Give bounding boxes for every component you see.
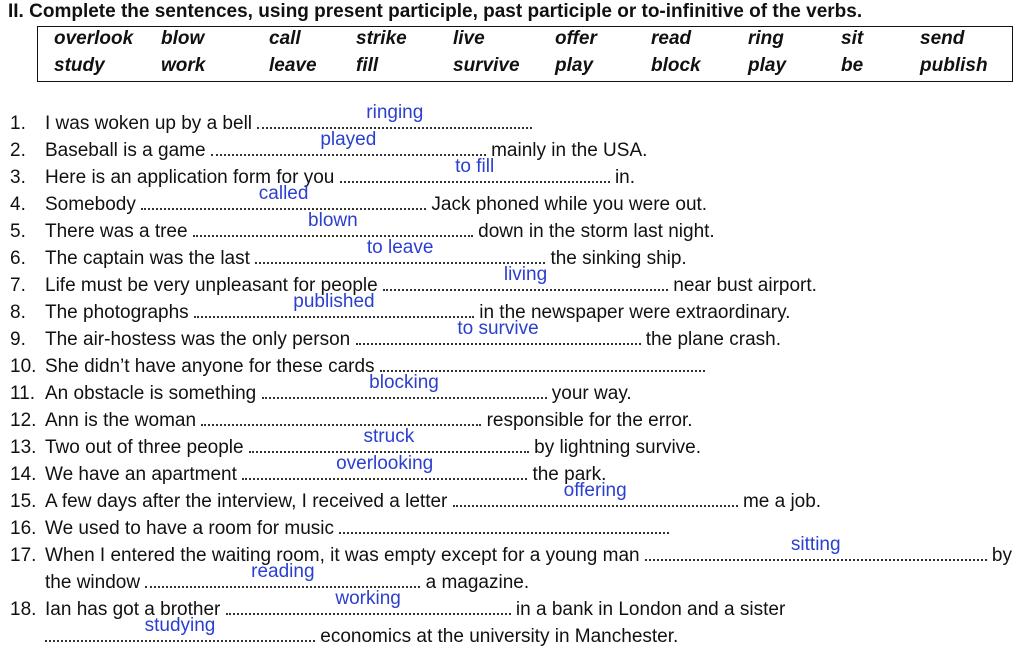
answer-blank[interactable] — [45, 615, 315, 642]
sentence-text-end: in. — [614, 167, 636, 188]
filled-answer: blocking — [369, 372, 439, 393]
sentence-text-end: the park. — [532, 464, 607, 485]
sentence-text-end: your way. — [551, 383, 632, 404]
filled-answer: sitting — [790, 534, 841, 555]
sentence-text-end: the plane crash. — [645, 329, 781, 350]
sentence-number: 15. — [10, 491, 37, 512]
verb-word: study — [54, 55, 105, 76]
verb-word: publish — [920, 55, 988, 76]
sentence-line — [45, 318, 781, 351]
sentence-number: 5. — [10, 221, 26, 242]
answer-blank[interactable] — [249, 426, 529, 453]
sentence-text-end: in the newspaper were extraordinary. — [479, 302, 791, 323]
filled-answer: played — [320, 129, 377, 150]
verb-word: play — [555, 55, 594, 76]
verb-word: ring — [748, 28, 784, 49]
verb-word: leave — [269, 55, 317, 76]
verb-word: survive — [453, 55, 520, 76]
answer-blank[interactable] — [453, 480, 738, 507]
sentence-text: The air-hostess was the only person — [45, 329, 351, 350]
sentence-text: A few days after the interview, I received a letter — [45, 491, 448, 512]
answer-blank[interactable] — [257, 102, 532, 129]
answer-blank[interactable] — [193, 210, 473, 237]
filled-answer: working — [335, 588, 401, 609]
sentence-text: There was a tree — [45, 221, 188, 242]
verb-word: play — [748, 55, 787, 76]
filled-answer: to survive — [457, 318, 539, 339]
sentence-text-end: down in the storm last night. — [478, 221, 715, 242]
answer-blank[interactable] — [242, 453, 527, 480]
sentence-text-end: the sinking ship. — [550, 248, 687, 269]
verb-word: block — [651, 55, 701, 76]
verb-word: strike — [356, 28, 407, 49]
sentence-number: 3. — [10, 167, 26, 188]
filled-answer: living — [503, 264, 548, 285]
verb-word: work — [161, 55, 206, 76]
sentence-line — [45, 615, 679, 648]
sentence-number: 14. — [10, 464, 37, 485]
sentence-number: 17. — [10, 545, 37, 566]
sentence-text: When I entered the waiting room, it was empty except for a young man — [45, 545, 640, 566]
answer-blank[interactable] — [226, 588, 511, 615]
verb-word: fill — [356, 55, 379, 76]
sentence-text: Two out of three people — [45, 437, 244, 458]
sentence-text: I was woken up by a bell — [45, 113, 253, 134]
sentence-text: Somebody — [45, 194, 136, 215]
verb-box — [37, 26, 1013, 82]
sentence-number: 2. — [10, 140, 26, 161]
sentence-text-end: me a job. — [742, 491, 822, 512]
sentence-text-end: near bust airport. — [673, 275, 817, 296]
sentence-text: Baseball is a game — [45, 140, 206, 161]
sentence-text: The photographs — [45, 302, 189, 323]
sentence-number: 7. — [10, 275, 26, 296]
answer-blank[interactable] — [340, 156, 610, 183]
answer-blank[interactable] — [262, 372, 547, 399]
sentence-text-end: Jack phoned while you were out. — [431, 194, 708, 215]
sentence-text: The captain was the last — [45, 248, 250, 269]
verb-word: overlook — [54, 28, 134, 49]
filled-answer: published — [293, 291, 375, 312]
filled-answer: to leave — [366, 237, 434, 258]
sentence-line — [45, 480, 822, 513]
sentence-text: An obstacle is something — [45, 383, 257, 404]
answer-blank[interactable] — [356, 318, 641, 345]
answer-blank[interactable] — [383, 264, 668, 291]
verb-word: blow — [161, 28, 205, 49]
sentence-text-end: in a bank in London and a sister — [515, 599, 786, 620]
filled-answer: blown — [308, 210, 358, 231]
verb-word: be — [841, 55, 864, 76]
verb-word: read — [651, 28, 692, 49]
sentence-number: 11. — [10, 383, 36, 404]
sentence-text: Here is an application form for you — [45, 167, 335, 188]
sentence-text: Ian has got a brother — [45, 599, 221, 620]
verb-word: sit — [841, 28, 864, 49]
sentence-line — [45, 372, 632, 405]
sentence-text: Ann is the woman — [45, 410, 197, 431]
answer-blank[interactable] — [645, 534, 987, 561]
filled-answer: to fill — [455, 156, 495, 177]
answer-blank[interactable] — [211, 129, 486, 156]
sentence-number: 18. — [10, 599, 37, 620]
answer-blank[interactable] — [141, 183, 426, 210]
verb-word: send — [920, 28, 965, 49]
sentence-text: We have an apartment — [45, 464, 237, 485]
answer-blank[interactable] — [339, 518, 669, 534]
sentence-number: 8. — [10, 302, 26, 323]
answer-blank[interactable] — [194, 291, 474, 318]
sentence-text-end: mainly in the USA. — [491, 140, 648, 161]
answer-blank[interactable] — [255, 237, 545, 264]
sentence-number: 4. — [10, 194, 26, 215]
sentence-text-end: economics at the university in Manchester. — [320, 626, 679, 647]
sentence-number: 1. — [10, 113, 26, 134]
filled-answer: struck — [363, 426, 415, 447]
answer-blank[interactable] — [145, 561, 420, 588]
sentence-number: 6. — [10, 248, 26, 269]
sentence-text: She didn’t have anyone for these cards — [45, 356, 375, 377]
filled-answer: ringing — [366, 102, 424, 123]
answer-blank[interactable] — [380, 356, 705, 372]
filled-answer: reading — [251, 561, 315, 582]
filled-answer: studying — [144, 615, 216, 636]
sentence-number: 12. — [10, 410, 37, 431]
answer-blank[interactable] — [201, 410, 481, 426]
sentence-text: the window — [45, 572, 141, 593]
verb-word: live — [453, 28, 485, 49]
filled-answer: offering — [563, 480, 627, 501]
sentence-text-end: responsible for the error. — [486, 410, 693, 431]
sentence-number: 13. — [10, 437, 37, 458]
sentence-text: Life must be very unpleasant for people — [45, 275, 378, 296]
sentence-text-end: a magazine. — [425, 572, 530, 593]
sentence-number: 16. — [10, 518, 37, 539]
sentence-text: We used to have a room for music — [45, 518, 334, 539]
sentence-text-end: by lightning survive. — [534, 437, 702, 458]
sentence-number: 10. — [10, 356, 37, 377]
filled-answer: overlooking — [336, 453, 434, 474]
sentence-line — [45, 518, 669, 540]
sentence-number: 9. — [10, 329, 26, 350]
filled-answer: called — [258, 183, 309, 204]
verb-word: offer — [555, 28, 597, 49]
sentence-text-end: by — [991, 545, 1012, 566]
exercise-title: II. Complete the sentences, using present participle, past participle or to-infinitive of the verbs. — [8, 1, 863, 22]
verb-word: call — [269, 28, 301, 49]
